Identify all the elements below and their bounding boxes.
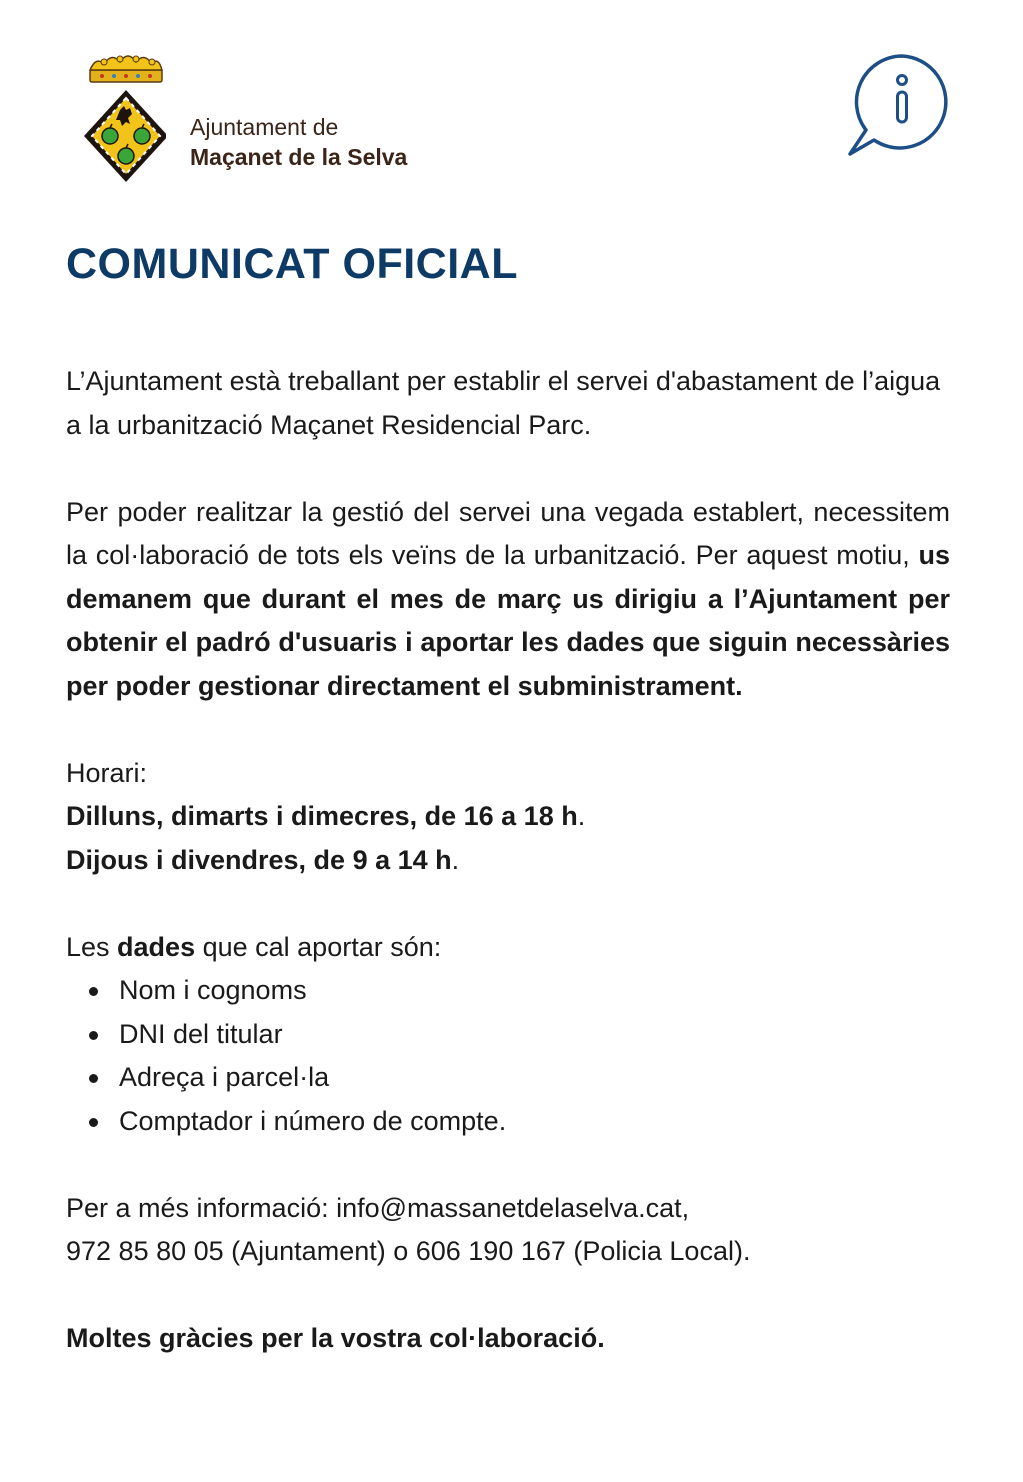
contact-line-1: Per a més informació: info@massanetdelaselva.cat, — [66, 1192, 690, 1223]
intro-paragraph: L’Ajuntament està treballant per establir el servei d'abastament de l’aigua a la urbanització Maçanet Residencial Parc. — [66, 366, 941, 440]
logo-line-ajuntament: Ajuntament de — [190, 114, 339, 140]
data-intro-end: que cal aportar són: — [195, 931, 442, 962]
list-item: DNI del titular — [119, 1013, 950, 1057]
logo-text — [190, 112, 407, 172]
closing-text: Moltes gràcies per la vostra col·laboració. — [66, 1323, 605, 1353]
shield-icon — [84, 90, 166, 182]
municipality-logo — [76, 50, 456, 190]
schedule-line-1 — [66, 795, 950, 839]
page-title: COMUNICAT OFICIAL — [66, 240, 518, 288]
schedule-line-1-days: Dilluns, dimarts i dimecres, de 16 a 18 h — [66, 801, 578, 831]
info-speech-bubble-icon — [844, 50, 954, 160]
crown-icon — [90, 56, 162, 82]
data-intro-start: Les — [66, 931, 118, 962]
schedule-label: Horari: — [66, 757, 148, 788]
schedule-line-1-end: . — [577, 801, 586, 831]
schedule-line-2-days: Dijous i divendres, de 9 a 14 h — [66, 844, 452, 875]
request-highlight: us demanem que durant el mes de març us dirigiu a l’Ajuntament per obtenir el padró d'usuaris i aportar les dades que siguin necessàries per poder gestionar directament el subministrament. — [66, 540, 950, 701]
schedule-line-2-end: . — [451, 844, 460, 875]
request-paragraph — [66, 491, 950, 709]
data-intro-bold: dades — [117, 931, 196, 962]
notice-body — [66, 360, 950, 1361]
data-intro — [66, 926, 950, 970]
schedule-line-2 — [66, 839, 950, 883]
contact-line-2: 972 85 80 05 (Ajuntament) o 606 190 167 (Policia Local). — [66, 1236, 751, 1266]
logo-line-municipality: Maçanet de la Selva — [190, 144, 408, 170]
list-item: Comptador i número de compte. — [119, 1100, 950, 1144]
request-text: Per poder realitzar la gestió del servei una vegada establert, necessitem la col·laboració de tots els veïns de la urbanització. Per aquest motiu, — [66, 496, 950, 570]
list-item: Adreça i parcel·la — [119, 1056, 950, 1100]
required-data-list — [66, 969, 950, 1143]
list-item: Nom i cognoms — [119, 969, 950, 1013]
coat-of-arms-icon — [76, 50, 166, 190]
closing-message — [66, 1317, 950, 1361]
